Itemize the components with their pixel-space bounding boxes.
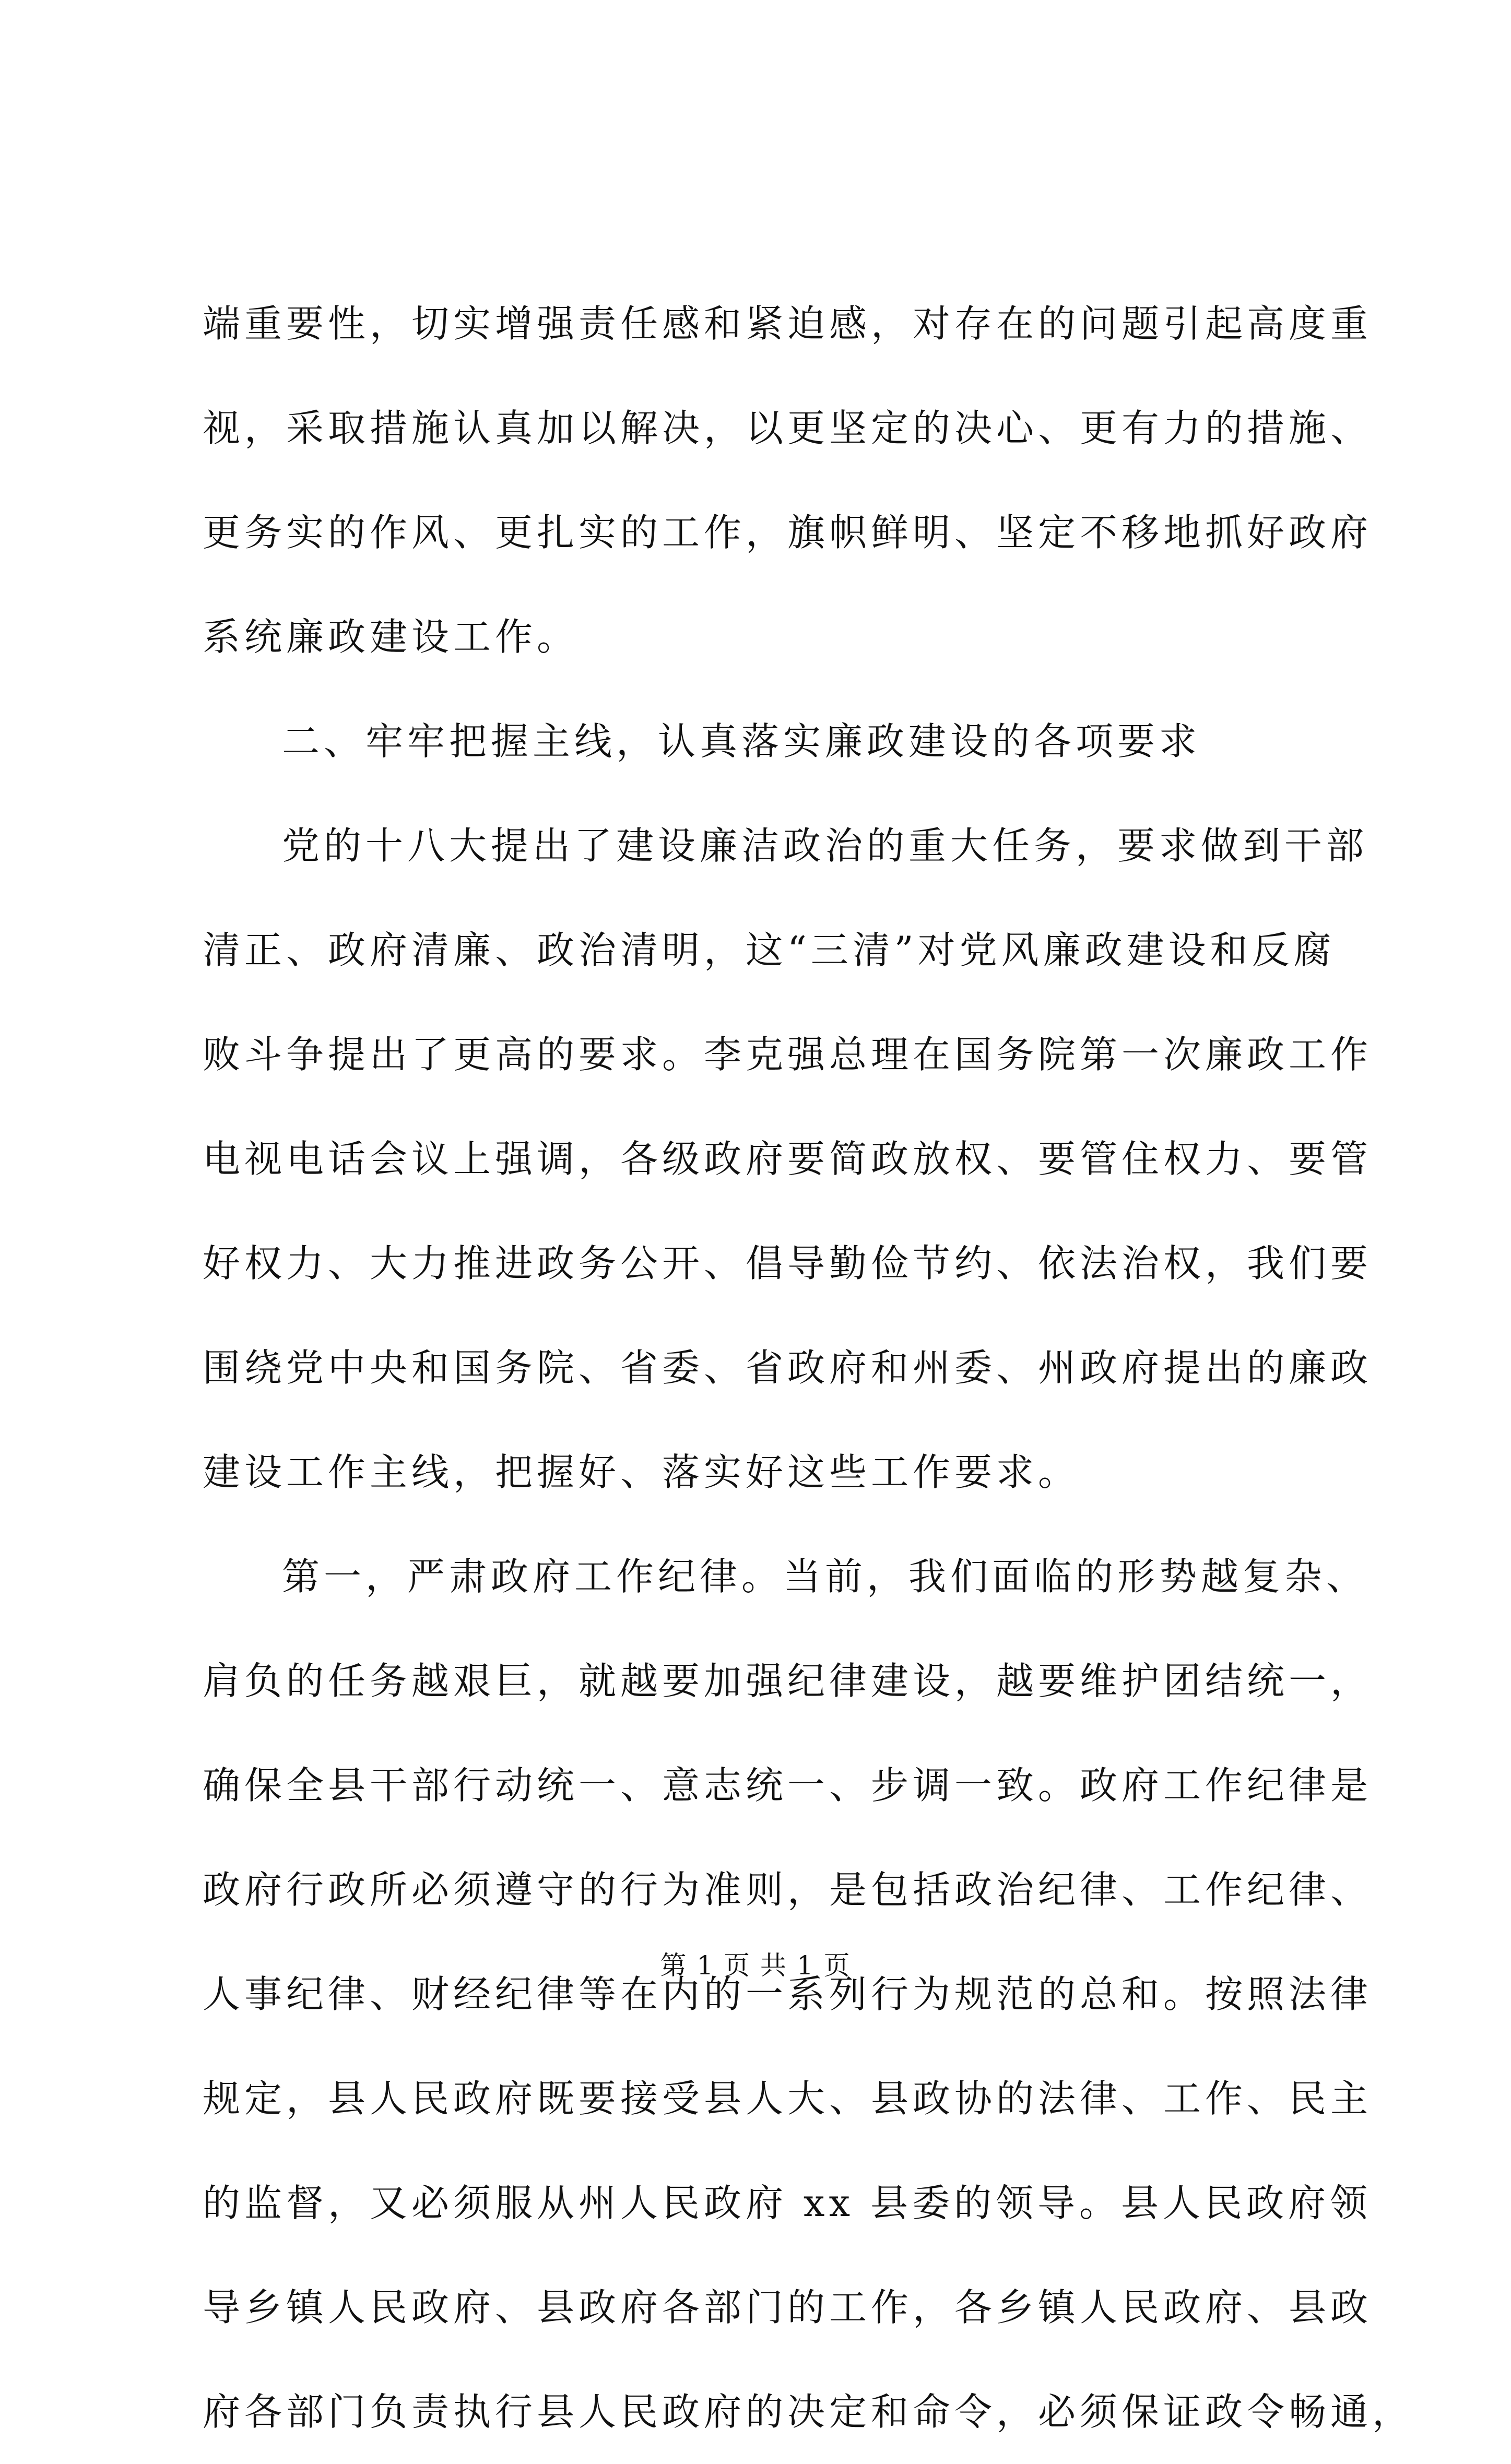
text-line: 系统廉政建设工作。 [203,615,579,659]
text-line: 府各部门负责执行县人民政府的决定和命令，必须保证政令畅通， [203,2390,1414,2434]
text-line: 人事纪律、财经纪律等在内的一系列行为规范的总和。按照法律 [203,1972,1373,2016]
text-line: 电视电话会议上强调，各级政府要简政放权、要管住权力、要管 [203,1137,1373,1181]
text-line: 第一，严肃政府工作纪律。当前，我们面临的形势越复杂、 [282,1555,1368,1598]
page-footer: 第 1 页 共 1 页 [660,1950,851,1981]
text-line: 政府行政所必须遵守的行为准则，是包括政治纪律、工作纪律、 [203,1868,1373,1912]
text-line: 导乡镇人民政府、县政府各部门的工作，各乡镇人民政府、县政 [203,2285,1373,2329]
text-line: 更务实的作风、更扎实的工作，旗帜鲜明、坚定不移地抓好政府 [203,511,1373,554]
text-line: 建设工作主线，把握好、落实好这些工作要求。 [203,1450,1080,1494]
text-line: 视，采取措施认真加以解决，以更坚定的决心、更有力的措施、 [203,406,1373,450]
text-line: 端重要性，切实增强责任感和紧迫感，对存在的问题引起高度重 [203,302,1373,346]
text-line: 规定，县人民政府既要接受县人大、县政协的法律、工作、民主 [203,2077,1373,2121]
text-line: 的监督，又必须服从州人民政府 xx 县委的领导。县人民政府领 [203,2181,1372,2225]
text-line: 围绕党中央和国务院、省委、省政府和州委、州政府提出的廉政 [203,1346,1373,1390]
text-line: 清正、政府清廉、政治清明，这“三清”对党风廉政建设和反腐 [203,928,1336,972]
text-line: 好权力、大力推进政务公开、倡导勤俭节约、依法治权，我们要 [203,1241,1373,1285]
text-line: 二、牢牢把握主线，认真落实廉政建设的各项要求 [282,719,1201,763]
text-line: 确保全县干部行动统一、意志统一、步调一致。政府工作纪律是 [203,1763,1373,1807]
text-line: 败斗争提出了更高的要求。李克强总理在国务院第一次廉政工作 [203,1033,1373,1076]
text-line: 党的十八大提出了建设廉洁政治的重大任务，要求做到干部 [282,824,1368,868]
text-line: 肩负的任务越艰巨，就越要加强纪律建设，越要维护团结统一， [203,1659,1373,1703]
body-text [203,271,1414,2464]
